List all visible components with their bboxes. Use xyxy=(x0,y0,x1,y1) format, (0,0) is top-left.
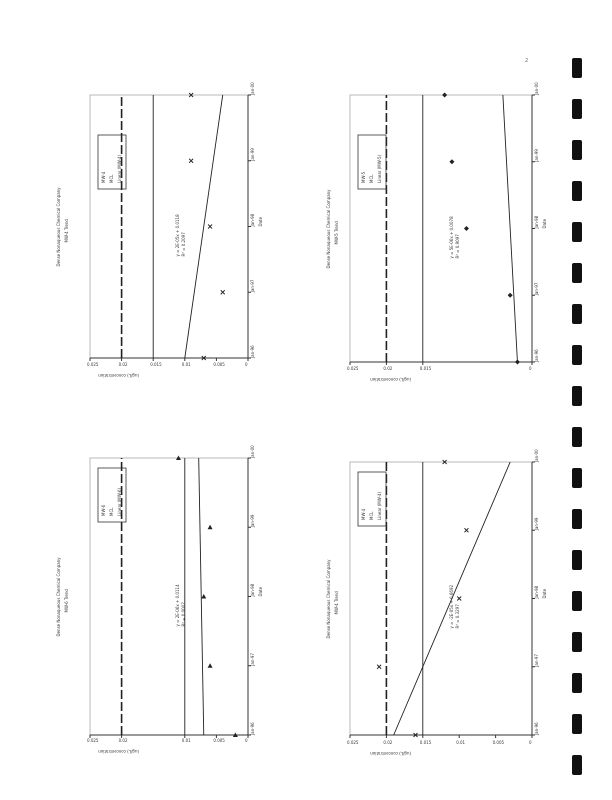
value-tick-label: 0.01 xyxy=(456,740,466,745)
edge-mark xyxy=(572,222,582,242)
chart-4 xyxy=(326,82,547,382)
value-axis-title: (ug/L) concentration xyxy=(98,749,139,754)
data-point xyxy=(208,663,213,668)
edge-mark xyxy=(572,632,582,652)
chart-title: Dense Nonaqueous Chemical Company xyxy=(326,559,331,639)
date-axis-title: Date xyxy=(542,218,547,229)
data-point xyxy=(442,93,447,98)
date-tick-label: Jan-97 xyxy=(250,653,255,666)
edge-mark xyxy=(572,550,582,570)
date-tick-label: Jan-96 xyxy=(250,722,255,735)
plot-frame xyxy=(90,95,248,358)
legend-entry: MW-5 xyxy=(361,171,366,183)
legend xyxy=(98,135,126,189)
trend-r-squared: R² = 0.2097 xyxy=(180,232,186,257)
page-number: 2 xyxy=(525,58,529,64)
legend-entry: MCL xyxy=(369,174,374,183)
edge-mark xyxy=(572,509,582,529)
trend-line xyxy=(185,95,223,358)
trend-equation: y = 5E-06x + 0.0078 xyxy=(449,216,455,259)
legend-entry: MW-6 xyxy=(101,504,106,516)
value-axis-title: (ug/L) concentration xyxy=(370,377,411,382)
edge-mark xyxy=(572,345,582,365)
data-point xyxy=(208,525,213,530)
edge-mark xyxy=(572,591,582,611)
chart-title-block xyxy=(326,189,339,269)
trend-equation: y = -2E-05x + 0.6692 xyxy=(449,584,455,629)
chart-subtitle: MW-5 Trend xyxy=(334,221,339,245)
chart-3 xyxy=(326,449,547,756)
legend-entry: MCL xyxy=(369,511,374,520)
value-tick-label: 0 xyxy=(529,366,532,371)
value-tick-label: 0.02 xyxy=(383,740,393,745)
data-point xyxy=(457,597,461,601)
chart-title-block xyxy=(326,559,339,639)
date-tick-label: Jan-98 xyxy=(250,583,255,597)
chart-2 xyxy=(56,82,263,378)
plot-frame xyxy=(90,458,248,735)
legend-entry: Linear (MW-4) xyxy=(377,491,382,520)
value-axis-title: (ug/L) concentration xyxy=(370,751,411,756)
chart-title: Dense Nonaqueous Chemical Company xyxy=(326,189,331,269)
legend-entry: MW-4 xyxy=(361,508,366,520)
value-tick-label: 0.025 xyxy=(87,362,99,367)
data-point xyxy=(377,665,381,669)
data-point xyxy=(201,594,206,599)
date-tick-label: Jan-98 xyxy=(534,215,539,229)
value-tick-label: 0.01 xyxy=(181,362,191,367)
value-axis-title: (ug/L) concentration xyxy=(98,373,139,378)
date-tick-label: Jan-97 xyxy=(534,282,539,296)
edge-mark xyxy=(572,58,582,78)
edge-mark xyxy=(572,714,582,734)
value-tick-label: 0.025 xyxy=(347,740,359,745)
value-tick-label: 0.015 xyxy=(150,362,162,367)
legend-entry: Linear (MW-5) xyxy=(377,154,382,183)
trend-r-squared: R² = 0.9097 xyxy=(455,234,461,259)
value-tick-label: 0.02 xyxy=(118,362,128,367)
data-point xyxy=(449,159,454,164)
date-tick-label: Jan-98 xyxy=(250,213,255,227)
value-tick-label: 0.005 xyxy=(492,740,505,745)
legend xyxy=(358,472,386,526)
date-tick-label: Jan-99 xyxy=(534,149,539,162)
chart-subtitle: MW-6 Trend xyxy=(64,589,69,613)
value-tick-label: 0 xyxy=(245,738,248,743)
legend-entry: MW-4 xyxy=(101,171,106,183)
edge-mark xyxy=(572,673,582,693)
chart-1 xyxy=(56,445,263,754)
legend xyxy=(358,135,386,189)
edge-mark xyxy=(572,386,582,406)
edge-mark xyxy=(572,427,582,447)
legend-entry: MCL xyxy=(109,174,114,183)
value-tick-label: 0.02 xyxy=(383,366,393,371)
date-tick-label: Jan-96 xyxy=(534,349,539,362)
trend-r-squared: R² = 0.0007 xyxy=(180,602,186,627)
edge-mark xyxy=(572,304,582,324)
trend-equation: y = 2E-05x + 0.0118 xyxy=(174,214,180,257)
date-axis-title: Date xyxy=(258,586,263,597)
value-tick-label: 0.015 xyxy=(419,740,432,745)
edge-mark xyxy=(572,99,582,119)
value-tick-label: 0.025 xyxy=(87,738,99,743)
value-tick-label: 0.005 xyxy=(213,738,225,743)
value-tick-label: 0.01 xyxy=(181,738,191,743)
chart-title-block xyxy=(56,187,69,267)
date-tick-label: Jan-98 xyxy=(534,585,539,599)
trend-r-squared: R² = 0.3297 xyxy=(455,604,461,629)
date-tick-label: Jan-97 xyxy=(250,279,255,293)
value-tick-label: 0.015 xyxy=(419,366,432,371)
legend-entry: Linear (MW-4) xyxy=(117,154,122,183)
data-point xyxy=(189,159,193,163)
legend-entry: Linear (MW-6) xyxy=(117,487,122,516)
value-tick-label: 0.025 xyxy=(347,366,359,371)
date-tick-label: Jan-97 xyxy=(534,654,539,667)
value-tick-label: 0 xyxy=(245,362,248,367)
date-tick-label: Jan-00 xyxy=(534,82,539,95)
data-point xyxy=(508,293,513,298)
edge-mark xyxy=(572,140,582,160)
date-tick-label: Jan-99 xyxy=(250,514,255,528)
value-tick-label: 0 xyxy=(529,740,532,745)
date-tick-label: Jan-00 xyxy=(534,449,539,462)
chart-subtitle: MW-4 Trend xyxy=(334,591,339,615)
film-edge-strip xyxy=(572,58,582,775)
edge-mark xyxy=(572,263,582,283)
chart-title: Dense Nonaqueous Chemical Company xyxy=(56,557,61,637)
edge-mark xyxy=(572,755,582,775)
date-tick-label: Jan-96 xyxy=(250,345,255,358)
date-axis-title: Date xyxy=(258,216,263,227)
trend-line xyxy=(503,95,518,362)
value-tick-label: 0.005 xyxy=(213,362,225,367)
data-point xyxy=(464,528,468,532)
data-point xyxy=(221,290,225,294)
date-tick-label: Jan-00 xyxy=(250,445,255,458)
date-tick-label: Jan-99 xyxy=(250,148,255,161)
chart-title: Dense Nonaqueous Chemical Company xyxy=(56,187,61,267)
legend-entry: MCL xyxy=(109,507,114,516)
edge-mark xyxy=(572,181,582,201)
date-tick-label: Jan-00 xyxy=(250,82,255,95)
data-point xyxy=(208,225,212,229)
date-axis-title: Date xyxy=(542,588,547,599)
trend-equation: y = 2E-06x + 0.0114 xyxy=(174,584,180,627)
chart-title-block xyxy=(56,557,69,637)
value-tick-label: 0.02 xyxy=(118,738,128,743)
date-tick-label: Jan-96 xyxy=(534,722,539,735)
edge-mark xyxy=(572,468,582,488)
chart-subtitle: MW-4 Trend xyxy=(64,219,69,243)
data-point xyxy=(464,226,469,231)
date-tick-label: Jan-99 xyxy=(534,517,539,531)
